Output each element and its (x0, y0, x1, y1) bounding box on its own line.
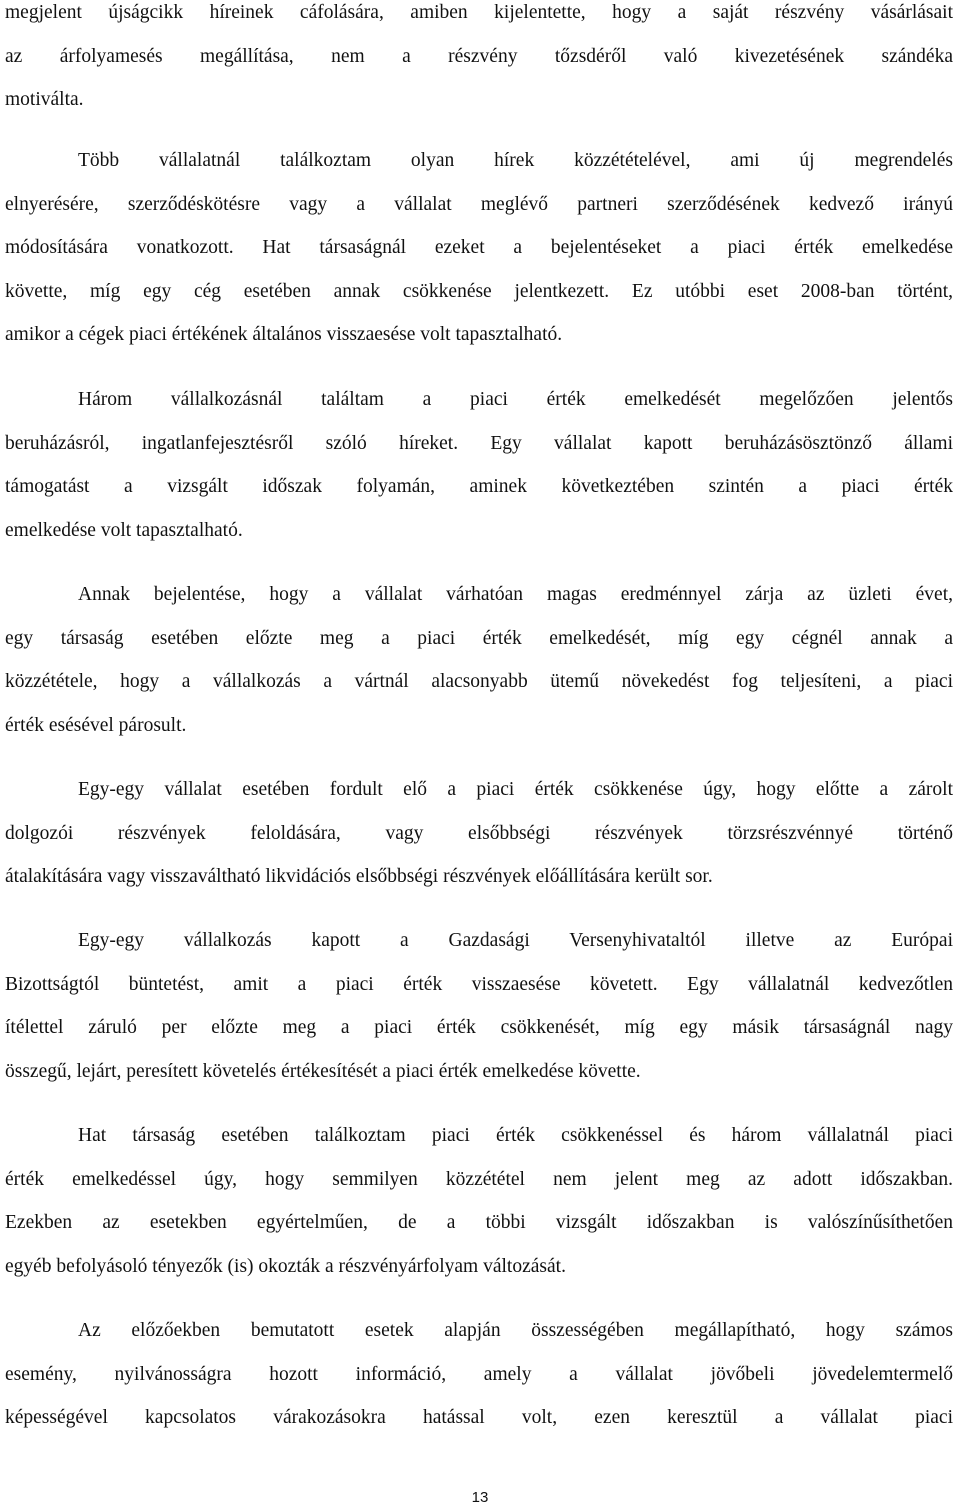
paragraph-5-line-2: dolgozói részvények feloldására, vagy elsőbbségi részvények törzsrészvénnyé történő (5, 823, 953, 844)
page-number: 13 (471, 1489, 489, 1506)
paragraph-3-line-3: támogatást a vizsgált időszak folyamán, aminek következtében szintén a piaci érték (5, 476, 953, 497)
paragraph-7-line-2: érték emelkedéssel úgy, hogy semmilyen közzététel nem jelent meg az adott időszakban. (5, 1169, 953, 1190)
paragraph-8-line-3: képességével kapcsolatos várakozásokra hatással volt, ezen keresztül a vállalat piaci (5, 1407, 953, 1428)
paragraph-1-line-1: megjelent újságcikk híreinek cáfolására, amiben kijelentette, hogy a saját részvény vásárlásait (5, 2, 953, 23)
paragraph-7-line-4: egyéb befolyásoló tényezők (is) okozták a részvényárfolyam változását. (5, 1256, 566, 1277)
paragraph-5-line-3: átalakítására vagy visszaváltható likvidációs elsőbbségi részvények előállítására került sor. (5, 866, 713, 887)
paragraph-1-line-2: az árfolyamesés megállítása, nem a részvény tőzsdéről való kivezetésének szándéka (5, 46, 953, 67)
paragraph-6-line-1: Egy-egy vállalkozás kapott a Gazdasági Versenyhivataltól illetve az Európai (78, 930, 953, 951)
paragraph-6-line-4: összegű, lejárt, peresített követelés értékesítését a piaci érték emelkedése követte. (5, 1061, 641, 1082)
paragraph-8-line-1: Az előzőekben bemutatott esetek alapján összességében megállapítható, hogy számos (78, 1320, 953, 1341)
paragraph-7-line-1: Hat társaság esetében találkoztam piaci érték csökkenéssel és három vállalatnál piaci (78, 1125, 953, 1146)
paragraph-6-line-3: ítélettel záruló per előzte meg a piaci érték csökkenését, míg egy másik társaságnál nagy (5, 1017, 953, 1038)
paragraph-4-line-3: közzététele, hogy a vállalkozás a vártnál alacsonyabb ütemű növekedést fog teljesíteni, a piaci (5, 671, 953, 692)
paragraph-2-line-1: Több vállalatnál találkoztam olyan hírek közzétételével, ami új megrendelés (78, 150, 953, 171)
paragraph-2-line-4: követte, míg egy cég esetében annak csökkenése jelentkezett. Ez utóbbi eset 2008-ban történt, (5, 281, 953, 302)
paragraph-3-line-1: Három vállalkozásnál találtam a piaci érték emelkedését megelőzően jelentős (78, 389, 953, 410)
paragraph-2-line-3: módosítására vonatkozott. Hat társaságnál ezeket a bejelentéseket a piaci érték emelkedése (5, 237, 953, 258)
paragraph-8-line-2: esemény, nyilvánosságra hozott információ, amely a vállalat jövőbeli jövedelemtermelő (5, 1364, 953, 1385)
paragraph-2-line-2: elnyerésére, szerződéskötésre vagy a vállalat meglévő partneri szerződésének kedvező irányú (5, 194, 953, 215)
paragraph-1-line-3: motiválta. (5, 89, 84, 110)
paragraph-4-line-2: egy társaság esetében előzte meg a piaci érték emelkedését, míg egy cégnél annak a (5, 628, 953, 649)
paragraph-5-line-1: Egy-egy vállalat esetében fordult elő a piaci érték csökkenése úgy, hogy előtte a zárolt (78, 779, 953, 800)
paragraph-3-line-2: beruházásról, ingatlanfejesztésről szóló híreket. Egy vállalat kapott beruházásösztönző állami (5, 433, 953, 454)
paragraph-7-line-3: Ezekben az esetekben egyértelműen, de a többi vizsgált időszakban is valószínűsíthetően (5, 1212, 953, 1233)
paragraph-4-line-4: érték esésével párosult. (5, 715, 187, 736)
paragraph-2-line-5: amikor a cégek piaci értékének általános visszaesése volt tapasztalható. (5, 324, 563, 345)
paragraph-4-line-1: Annak bejelentése, hogy a vállalat várhatóan magas eredménnyel zárja az üzleti évet, (78, 584, 953, 605)
paragraph-3-line-4: emelkedése volt tapasztalható. (5, 520, 243, 541)
paragraph-6-line-2: Bizottságtól büntetést, amit a piaci érték visszaesése követett. Egy vállalatnál kedvezőtlen (5, 974, 953, 995)
